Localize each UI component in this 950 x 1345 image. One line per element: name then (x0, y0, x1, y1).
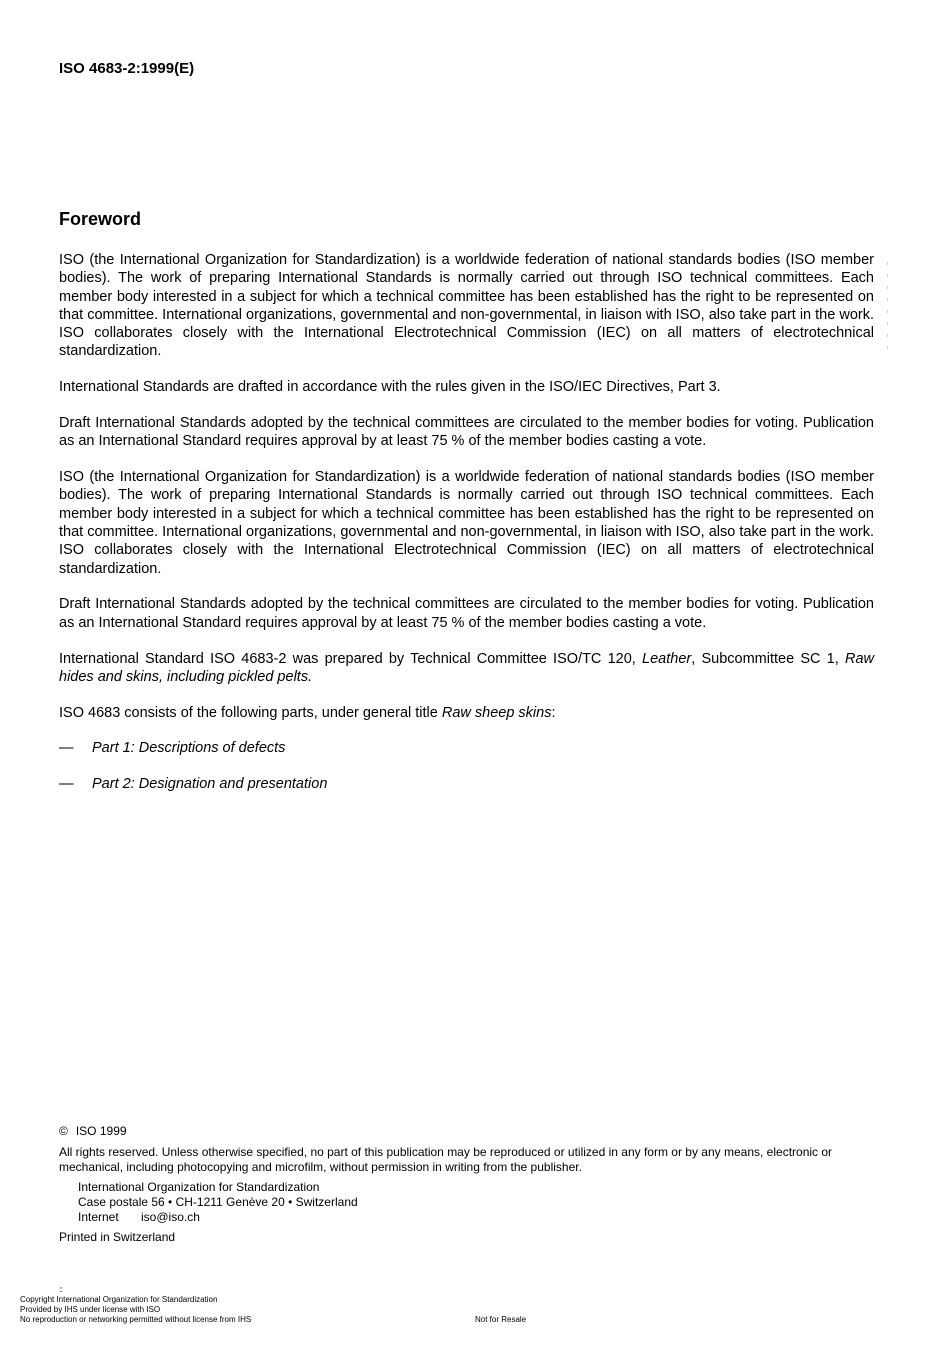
paragraph-directives: International Standards are drafted in accordance with the rules given in the ISO/IEC Directives, Part 3. (59, 379, 721, 396)
internet-label: Internet (78, 1210, 119, 1224)
general-title: Raw sheep skins (441, 704, 552, 721)
rights-statement: All rights reserved. Unless otherwise specified, no part of this publication may be reproduced or utilized in any form or by any means, electronic or mechanical, including photocopying and microfilm, without permission in writing from the publisher. (59, 1145, 833, 1174)
list-item-part-1: Part 1: Descriptions of defects (92, 740, 286, 757)
postal-address: Case postale 56 • CH-1211 Genève 20 • Switzerland (78, 1195, 358, 1209)
list-dash: — (59, 740, 74, 757)
list-dash: — (59, 776, 74, 793)
copyright-line (59, 1124, 879, 1139)
prepared-middle: , Subcommittee SC 1, (691, 650, 845, 667)
footer-line-copyright: Copyright International Organization for Standardization (20, 1295, 218, 1304)
footer-dots: :: (59, 1285, 62, 1294)
printed-in: Printed in Switzerland (59, 1230, 176, 1244)
margin-scan-marks (886, 262, 889, 362)
document-id-header: ISO 4683-2:1999(E) (59, 60, 195, 77)
paragraph-parts-intro (59, 704, 874, 722)
footer-line-reproduction: No reproduction or networking permitted without license from IHS (20, 1315, 252, 1324)
footer-line-provided: Provided by IHS under license with ISO (20, 1305, 161, 1314)
list-item (59, 739, 874, 757)
paragraph-prepared-by (59, 650, 874, 687)
prepared-prefix: International Standard ISO 4683-2 was prepared by Technical Committee ISO/TC 120, (59, 650, 643, 667)
foreword-heading: Foreword (59, 209, 142, 229)
internet-email: iso@iso.ch (141, 1210, 200, 1224)
copyright-block (59, 1124, 879, 1245)
parts-intro-suffix: : (551, 704, 556, 721)
copyright-symbol: © (59, 1124, 68, 1138)
list-item-part-2: Part 2: Designation and presentation (92, 776, 328, 793)
list-item (59, 775, 874, 793)
subcommittee-name: Raw hides and skins, including pickled pelts. (59, 650, 874, 685)
paragraph-iso-intro: ISO (the International Organization for Standardization) is a worldwide federation of national standards bodies (ISO member bodies). The work of preparing International Standards is normally carried out through ISO technical committees. Each member body interested in a subject for which a technical committee has been established has the right to be represented on that committee. International organizations, governmental and non-governmental, in liaison with ISO, also take part in the work. ISO collaborates closely with the International Electrotechnical Commission (IEC) on all matters of electrotechnical standardization. (59, 252, 874, 360)
org-name: International Organization for Standardization (78, 1180, 320, 1194)
publisher-address (59, 1180, 879, 1225)
footer-license-notice (20, 1295, 251, 1325)
footer-not-for-resale: Not for Resale (475, 1315, 527, 1324)
copyright-year: ISO 1999 (75, 1124, 127, 1138)
committee-name: Leather (642, 650, 692, 667)
parts-intro-prefix: ISO 4683 consists of the following parts, under general title (59, 704, 442, 721)
paragraph-draft-voting-repeat: Draft International Standards adopted by the technical committees are circulated to the member bodies for voting. Publication as an International Standard requires approval by at least 75 % of the member bodies casting a vote. (59, 596, 874, 631)
internet-line (78, 1210, 879, 1225)
foreword-body (59, 251, 874, 811)
paragraph-draft-voting: Draft International Standards adopted by the technical committees are circulated to the member bodies for voting. Publication as an International Standard requires approval by at least 75 % of the member bodies casting a vote. (59, 415, 874, 450)
paragraph-iso-intro-repeat: ISO (the International Organization for Standardization) is a worldwide federation of national standards bodies (ISO member bodies). The work of preparing International Standards is normally carried out through ISO technical committees. Each member body interested in a subject for which a technical committee has been established has the right to be represented on that committee. International organizations, governmental and non-governmental, in liaison with ISO, also take part in the work. ISO collaborates closely with the International Electrotechnical Commission (IEC) on all matters of electrotechnical standardization. (59, 469, 874, 577)
